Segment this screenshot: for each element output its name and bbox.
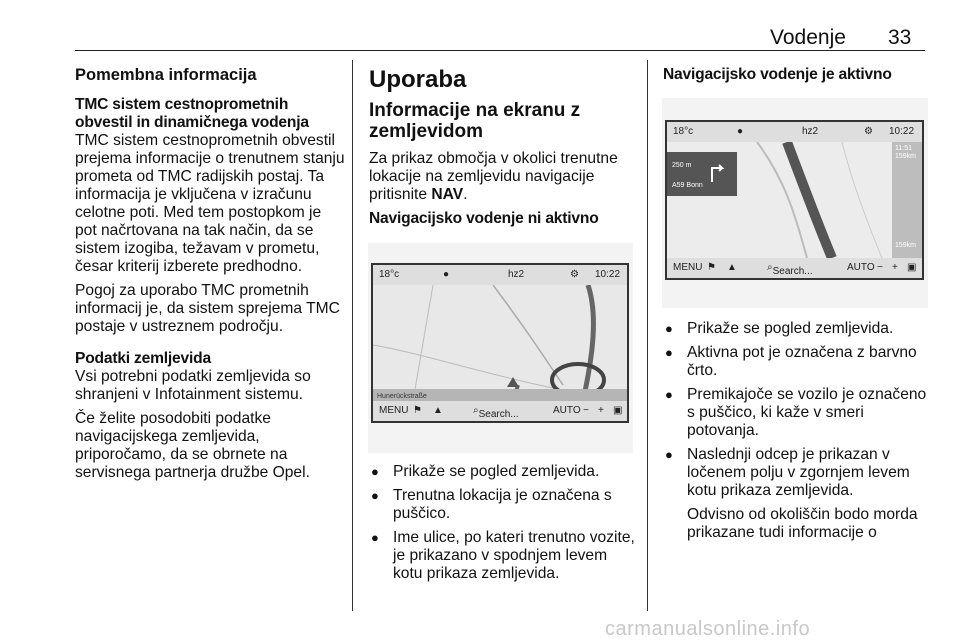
zoom-out-icon[interactable]: −	[583, 405, 589, 416]
bottom-bar	[667, 258, 922, 278]
nav-active-heading: Navigacijsko vodenje je aktivno	[663, 66, 892, 83]
settings-icon: ⚙	[864, 126, 873, 137]
column-2	[369, 66, 635, 228]
column-divider	[352, 60, 353, 611]
nav-key: NAV	[431, 186, 464, 203]
radio-label: hz2	[802, 126, 819, 137]
section-subtitle: Informacije na ekranu z zemljevidom	[369, 100, 581, 142]
tmc-text-2: Pogoj za uporabo TMC prometnih informacij je, da sistem sprejema TMC postaje v ustreznem področju.	[75, 282, 340, 335]
vehicle-icon[interactable]: ▲	[727, 262, 737, 273]
header-divider	[75, 50, 925, 51]
screen-nav-active	[662, 98, 928, 308]
options-icon[interactable]: ▣	[613, 405, 623, 416]
list-item: ● Trenutna lokacija je označena s puščico.	[369, 487, 635, 523]
eta-time: 11:51	[895, 145, 912, 152]
zoom-in-icon[interactable]: +	[892, 262, 898, 273]
watermark: carmanualsonline.info	[605, 618, 811, 640]
column-3-bullets	[663, 320, 928, 548]
map-data-text: Vsi potrebni podatki zemljevida so shranjeni v Infotainment sistemu.	[75, 368, 311, 403]
column-divider	[647, 60, 648, 611]
list-item: ● Ime ulice, po kateri trenutno vozite, je prikazano v spodnjem levem kotu prikaza zemljevida.	[369, 529, 635, 583]
flag-icon[interactable]: ⚑	[413, 405, 422, 416]
list-item: ● Aktivna pot je označena z barvno črto.	[663, 344, 928, 380]
remaining-distance: 159km	[895, 153, 917, 160]
auto-button[interactable]: AUTO	[847, 262, 875, 273]
temperature: 18°c	[379, 269, 400, 280]
tmc-heading: TMC sistem cestnoprometnih obvestil in dinamičnega vodenja	[75, 96, 309, 131]
bottom-bar	[373, 401, 627, 421]
section-title: Uporaba	[369, 66, 467, 93]
remaining-distance-bottom: 159km	[895, 242, 917, 249]
tmc-text: TMC sistem cestnoprometnih obvestil prejema informacije o trenutnem stanju prometa od TMC radijskih postaj. Ta informacija je vključena v izračunu celotne poti. Med tem postopkom je pot načrtovana na tak način, da se sistem izogiba, težavam v prometu, česar kriterij izberete predhodno.	[75, 132, 345, 275]
screen-nav-inactive	[368, 243, 633, 453]
menu-button[interactable]: MENU	[379, 405, 409, 416]
status-bar	[373, 265, 627, 285]
column-1	[75, 66, 345, 488]
list-item: ● Prikaže se pogled zemljevida.	[663, 320, 928, 338]
status-bar	[667, 122, 922, 142]
map-data-text-2: Če želite posodobiti podatke navigacijskega zemljevida, priporočamo, da se obrnete na servisnega partnerja družbe Opel.	[75, 410, 310, 481]
column-2-bullets	[369, 463, 635, 589]
page-number: 33	[888, 26, 912, 49]
list-item: ● Naslednji odcep je prikazan v ločenem polju v zgornjem levem kotu prikaza zemljevida.	[663, 446, 928, 500]
search-field[interactable]: ⌕ Search...	[473, 405, 519, 420]
radio-label: hz2	[508, 269, 525, 280]
zoom-in-icon[interactable]: +	[598, 405, 604, 416]
nav-inactive-heading: Navigacijsko vodenje ni aktivno	[369, 210, 599, 227]
intro-text: Za prikaz območja v okolici trenutne lokacije na zemljevidu navigacije pritisnite NAV.	[369, 150, 618, 203]
vehicle-icon[interactable]: ▲	[433, 405, 443, 416]
auto-button[interactable]: AUTO	[553, 405, 581, 416]
street-name: Hunerückstraße	[377, 393, 427, 400]
continued-text: Odvisno od okoliščin bodo morda prikazane tudi informacije o	[687, 506, 918, 541]
column-3	[663, 66, 928, 84]
road-name: A59 Bonn	[672, 182, 703, 189]
menu-button[interactable]: MENU	[673, 262, 703, 273]
temperature: 18°c	[673, 126, 694, 137]
turn-distance: 250 m	[672, 162, 692, 169]
section-heading: Pomembna informacija	[75, 66, 257, 84]
list-item: ● Premikajoče se vozilo je označeno s puščico, ki kaže v smeri potovanja.	[663, 386, 928, 440]
settings-icon: ⚙	[570, 269, 579, 280]
list-item: ● Prikaže se pogled zemljevida.	[369, 463, 635, 481]
location-icon: ●	[443, 269, 450, 280]
clock: 10:22	[889, 126, 915, 137]
map-view	[667, 142, 922, 258]
clock: 10:22	[595, 269, 621, 280]
flag-icon[interactable]: ⚑	[707, 262, 716, 273]
page-header-title: Vodenje	[770, 26, 846, 49]
location-icon: ●	[737, 126, 744, 137]
zoom-out-icon[interactable]: −	[877, 262, 883, 273]
map-data-heading: Podatki zemljevida	[75, 350, 211, 367]
options-icon[interactable]: ▣	[907, 262, 917, 273]
search-field[interactable]: ⌕ Search...	[767, 262, 813, 277]
map-view	[373, 285, 627, 401]
